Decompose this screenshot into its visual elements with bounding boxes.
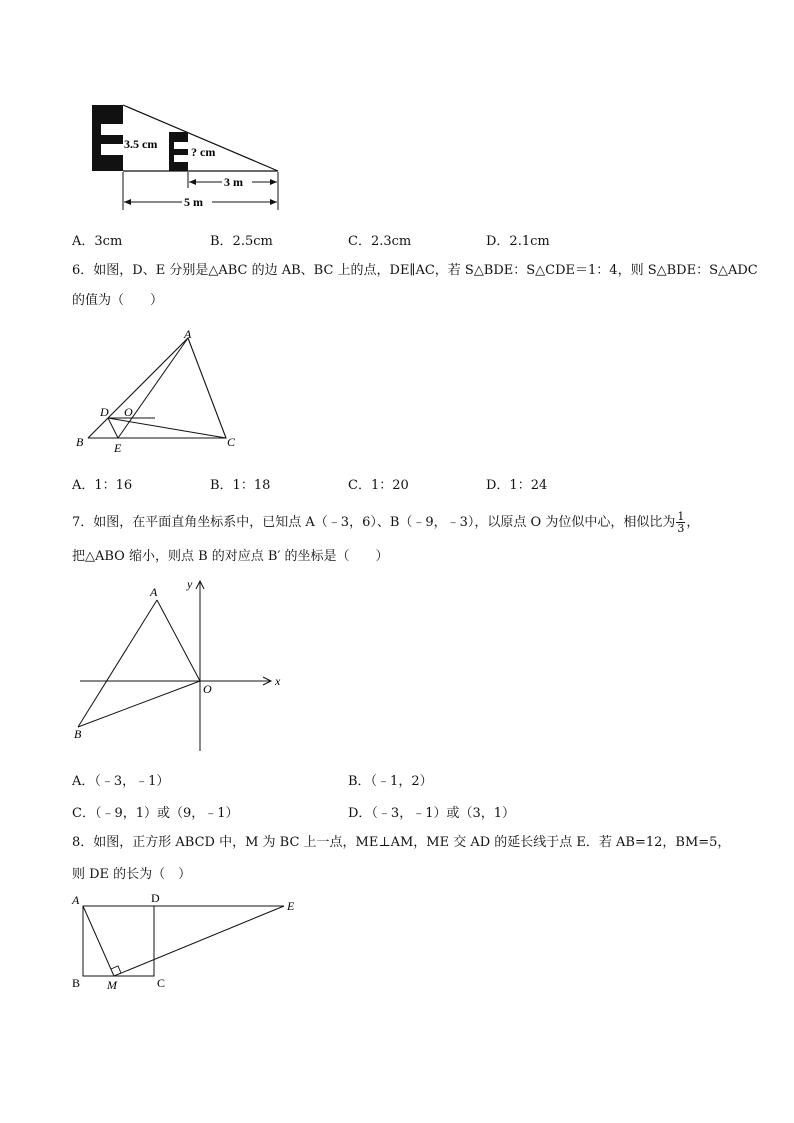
q5-option-d[interactable]: D．2.1cm — [486, 234, 550, 249]
q6-option-b[interactable]: B．1：18 — [210, 478, 271, 493]
q6-figure — [70, 328, 250, 456]
q7-label-a: A — [150, 585, 158, 599]
q8-label-d: D — [151, 891, 160, 905]
q5-option-a[interactable]: A．3cm — [72, 234, 123, 249]
q5-option-b[interactable]: B．2.5cm — [210, 234, 273, 249]
q6-label-o: O — [124, 405, 133, 419]
q5-label-left: 3.5 cm — [124, 137, 158, 151]
q7-ratio-numerator: 1 — [677, 510, 685, 523]
q5-label-5m: 5 m — [184, 195, 203, 209]
q7-option-d[interactable]: D．（﹣3，﹣1）或（3，1） — [348, 806, 516, 821]
q6-stem-line2: 的值为（ ） — [72, 293, 164, 308]
q5-tall-pole — [92, 105, 123, 171]
q6-option-d[interactable]: D．1：24 — [486, 478, 548, 493]
q5-label-3m: 3 m — [224, 175, 243, 189]
q6-label-e: E — [114, 441, 122, 455]
q7-axis-y-label: y — [187, 577, 193, 591]
q7-label-o: O — [203, 682, 212, 696]
q6-label-d: D — [100, 405, 109, 419]
q7-axis-x-label: x — [275, 674, 281, 688]
q8-square — [83, 906, 154, 976]
q8-label-a: A — [72, 893, 80, 907]
q7-label-b: B — [74, 727, 82, 741]
q7-ratio-fraction — [676, 511, 685, 534]
q7-stem-line2: 把△ABO 缩小，则点 B 的对应点 B′ 的坐标是（ ） — [72, 549, 389, 564]
q8-figure — [68, 890, 308, 994]
q6-option-a[interactable]: A．1：16 — [72, 478, 133, 493]
q5-option-c[interactable]: C．2.3cm — [348, 234, 412, 249]
q7-figure — [70, 574, 290, 756]
q8-stem-line2: 则 DE 的长为（ ） — [72, 867, 192, 882]
q8-label-c: C — [157, 976, 166, 990]
q7-ratio-denominator: 3 — [677, 522, 685, 535]
q5-label-right: ? cm — [191, 145, 216, 159]
q6-label-c: C — [227, 435, 236, 449]
q7-stem-part1: 7．如图，在平面直角坐标系中，已知点 A（﹣3，6）、B（﹣9，﹣3），以原点 O 为位似中心，相似比为 — [72, 515, 676, 530]
q6-stem-line1: 6．如图，D、E 分别是△ABC 的边 AB、BC 上的点，DE∥AC，若 S△BDE：S△CDE＝1：4，则 S△BDE：S△ADC — [72, 263, 758, 278]
q7-option-b[interactable]: B．（﹣1，2） — [348, 774, 433, 789]
q7-stem-line1 — [72, 510, 699, 536]
q7-stem-part2: ， — [686, 515, 700, 530]
q8-label-e: E — [287, 899, 295, 913]
q7-option-a[interactable]: A．（﹣3，﹣1） — [72, 774, 170, 789]
q8-label-b: B — [72, 976, 81, 990]
q6-label-b: B — [76, 435, 84, 449]
q5-figure — [88, 100, 288, 212]
q6-option-c[interactable]: C．1：20 — [348, 478, 409, 493]
q6-label-a: A — [184, 328, 192, 341]
q5-short-pole — [169, 132, 188, 171]
q7-option-c[interactable]: C．（﹣9，1）或（9，﹣1） — [72, 806, 239, 821]
q8-stem-line1: 8．如图，正方形 ABCD 中，M 为 BC 上一点，ME⊥AM，ME 交 AD 的延长线于点 E．若 AB=12，BM=5， — [72, 835, 731, 850]
q8-label-m: M — [107, 978, 117, 992]
